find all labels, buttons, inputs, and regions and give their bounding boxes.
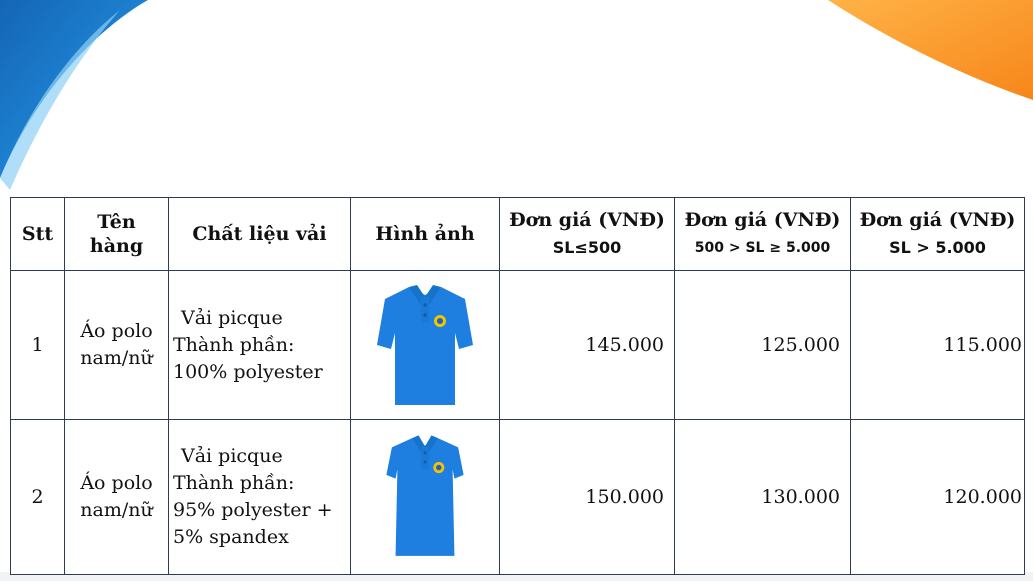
cell-price-tier1: 145.000 [500, 271, 675, 420]
header-row [11, 198, 1025, 271]
table-row [11, 420, 1025, 575]
cell-image [351, 271, 500, 420]
blue-polo-shirt-icon [375, 281, 475, 409]
cell-image [351, 420, 500, 575]
header-stt: Stt [11, 198, 65, 271]
cell-product-name: Áo polo nam/nữ [65, 271, 169, 420]
cell-product-name: Áo polo nam/nữ [65, 420, 169, 575]
price-table [10, 197, 1025, 575]
cell-price-tier3: 120.000 [851, 420, 1025, 575]
header-product-name: Tên hàng [65, 198, 169, 271]
cell-stt: 2 [11, 420, 65, 575]
cell-material: Vải picque Thành phần: 100% polyester [169, 271, 351, 420]
header-price-tier1: Đơn giá (VNĐ) SL≤500 [500, 198, 675, 271]
orange-swoosh-shape [828, 0, 1033, 100]
table-row [11, 271, 1025, 420]
cell-material: Vải picque Thành phần: 95% polyester + 5% spandex [169, 420, 351, 575]
cell-price-tier2: 125.000 [675, 271, 851, 420]
header-image: Hình ảnh [351, 198, 500, 271]
header-price-tier2: Đơn giá (VNĐ) 500 > SL ≥ 5.000 [675, 198, 851, 271]
cell-price-tier3: 115.000 [851, 271, 1025, 420]
header-material: Chất liệu vải [169, 198, 351, 271]
header-price-tier3: Đơn giá (VNĐ) SL > 5.000 [851, 198, 1025, 271]
blue-polo-shirt-icon [379, 432, 471, 562]
cell-price-tier1: 150.000 [500, 420, 675, 575]
cell-stt: 1 [11, 271, 65, 420]
cell-price-tier2: 130.000 [675, 420, 851, 575]
